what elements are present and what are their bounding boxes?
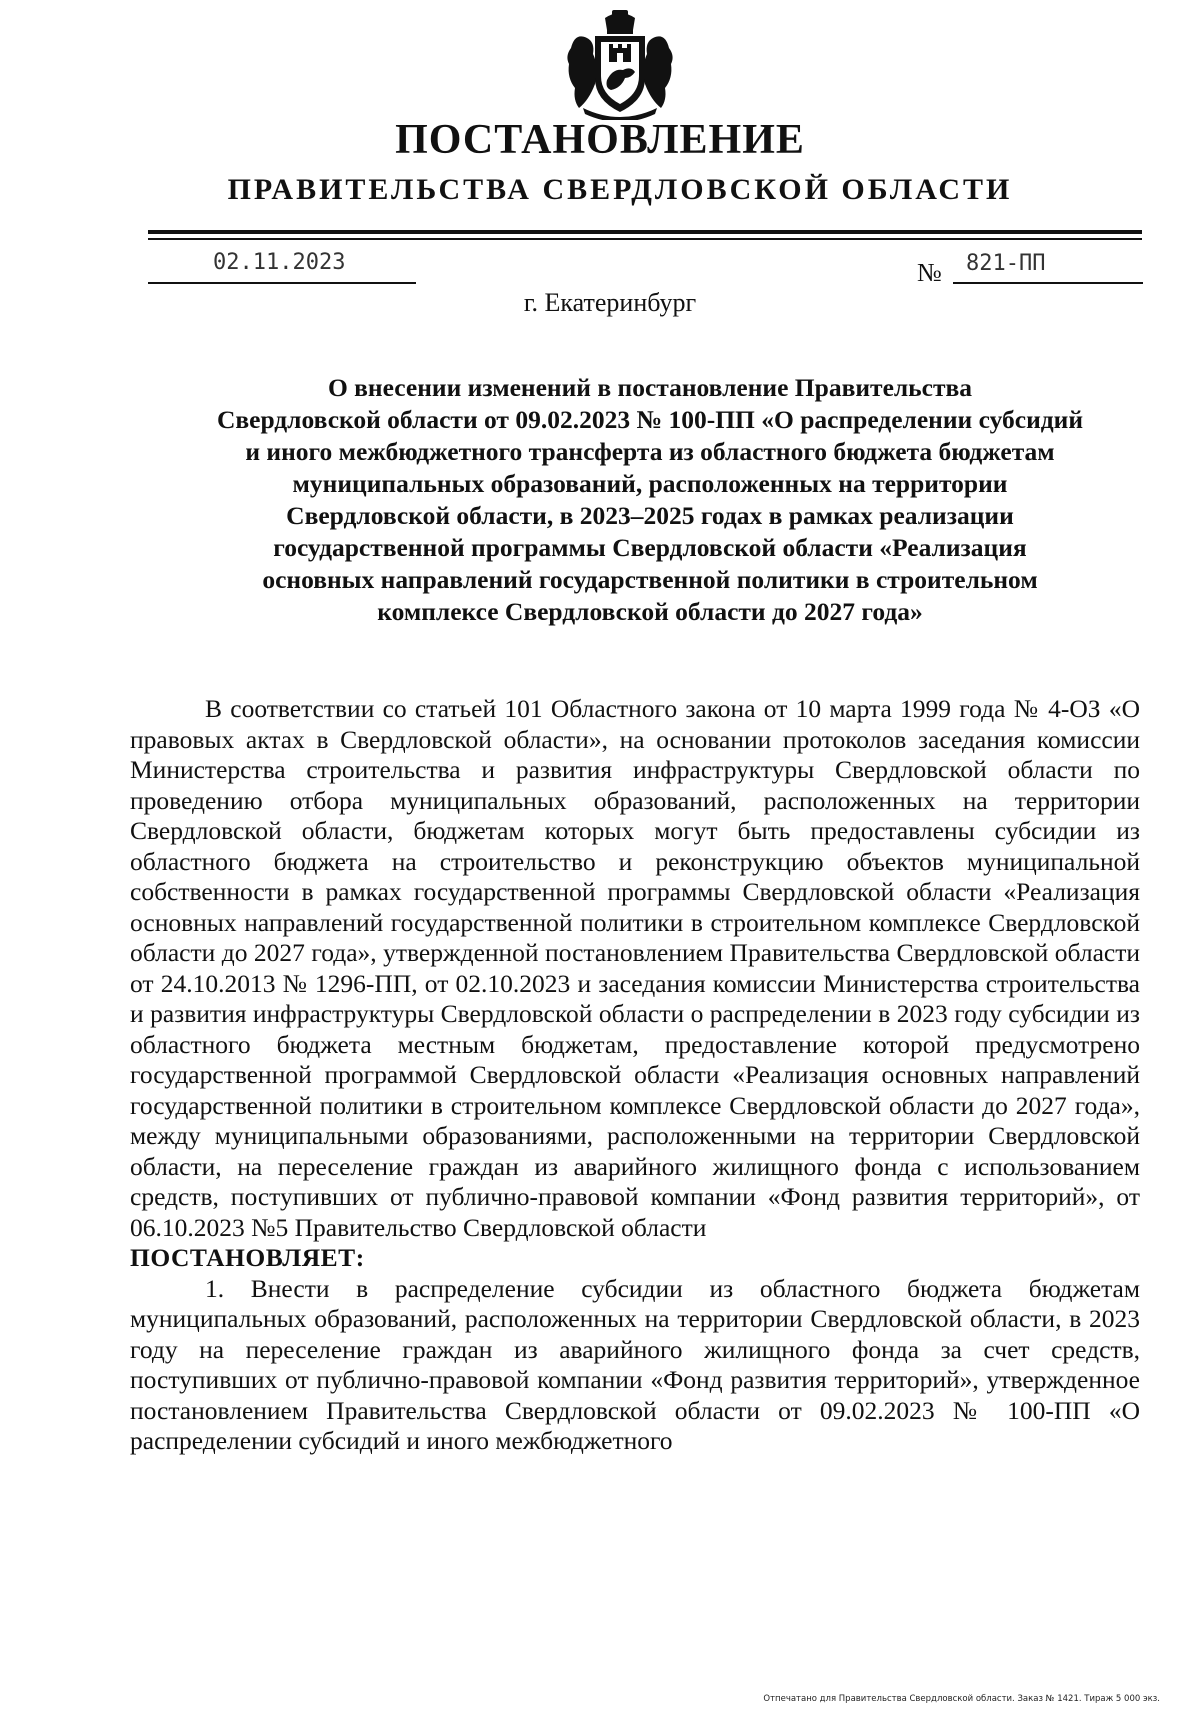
title-line: и иного межбюджетного трансферта из областного бюджета бюджетам xyxy=(245,437,1055,466)
title-line: комплексе Свердловской области до 2027 года» xyxy=(377,597,923,626)
item-1-paragraph: 1. Внести в распределение субсидии из областного бюджета бюджетам муниципальных образований, расположенных на территории Свердловской области, в 2023 году на переселение граждан из аварийного жилищного фонда за счет средств, поступивших от публично-правовой компании «Фонд развития территорий», утвержденное постановлением Правительства Свердловской области от 09.02.2023 № 100-ПП «О распределении субсидий и иного межбюджетного xyxy=(130,1273,1140,1455)
document-body xyxy=(130,694,1140,1457)
preamble-paragraph: В соответствии со статьей 101 Областного закона от 10 марта 1999 года № 4-ОЗ «О правовых актах в Свердловской области», на основании протоколов заседания комиссии Министерства строительства и развития инфраструктуры Свердловской области по проведению отбора муниципальных образований, расположенных на территории Свердловской области, бюджетам которых могут быть предоставлены субсидии из областного бюджета на строительство и реконструкцию объектов муниципальной собственности в рамках государственной программы Свердловской области «Реализация основных направлений государственной политики в строительном комплексе Свердловской области до 2027 года», утвержденной постановлением Правительства Свердловской области от 24.10.2013 № 1296-ПП, от 02.10.2023 и заседания комиссии Министерства строительства и развития инфраструктуры Свердловской области о распределении в 2023 году субсидии из областного бюджета местным бюджетам, предоставление которой предусмотрено государственной программой Свердловской области «Реализация основных направлений государственной политики в строительном комплексе Свердловской области до 2027 года», между муниципальными образованиями, расположенными на территории Свердловской области, на переселение граждан из аварийного жилищного фонда с использованием средств, поступивших от публично-правовой компании «Фонд развития территорий», от 06.10.2023 №5 Правительство Свердловской области xyxy=(130,694,1140,1242)
title-line: муниципальных образований, расположенных на территории xyxy=(292,469,1008,498)
title-line: основных направлений государственной политики в строительном xyxy=(262,565,1038,594)
title-line: Свердловской области, в 2023–2025 годах в рамках реализации xyxy=(286,501,1014,530)
header-divider-thick xyxy=(148,230,1142,234)
number-sign: № xyxy=(917,258,942,287)
date-underline xyxy=(148,282,416,284)
document-date: 02.11.2023 xyxy=(213,250,346,275)
title-line: Свердловской области от 09.02.2023 № 100-ПП «О распределении субсидий xyxy=(216,405,1084,434)
print-note: Отпечатано для Правительства Свердловской области. Заказ № 1421. Тираж 5 000 экз. xyxy=(763,1694,1160,1704)
title-line: государственной программы Свердловской области «Реализация xyxy=(273,533,1027,562)
issuer-heading: ПРАВИТЕЛЬСТВА СВЕРДЛОВСКОЙ ОБЛАСТИ xyxy=(227,173,1013,206)
document-number: 821-ПП xyxy=(966,251,1046,276)
coat-of-arms-icon xyxy=(565,8,675,120)
document-type-heading: ПОСТАНОВЛЕНИЕ xyxy=(395,117,805,163)
title-line: О внесении изменений в постановление Правительства xyxy=(327,373,973,402)
document-city: г. Екатеринбург xyxy=(523,288,697,317)
decree-word: ПОСТАНОВЛЯЕТ: xyxy=(130,1243,365,1272)
number-underline xyxy=(953,282,1143,284)
header-divider-thin xyxy=(148,238,1142,240)
document-title xyxy=(160,372,1140,628)
